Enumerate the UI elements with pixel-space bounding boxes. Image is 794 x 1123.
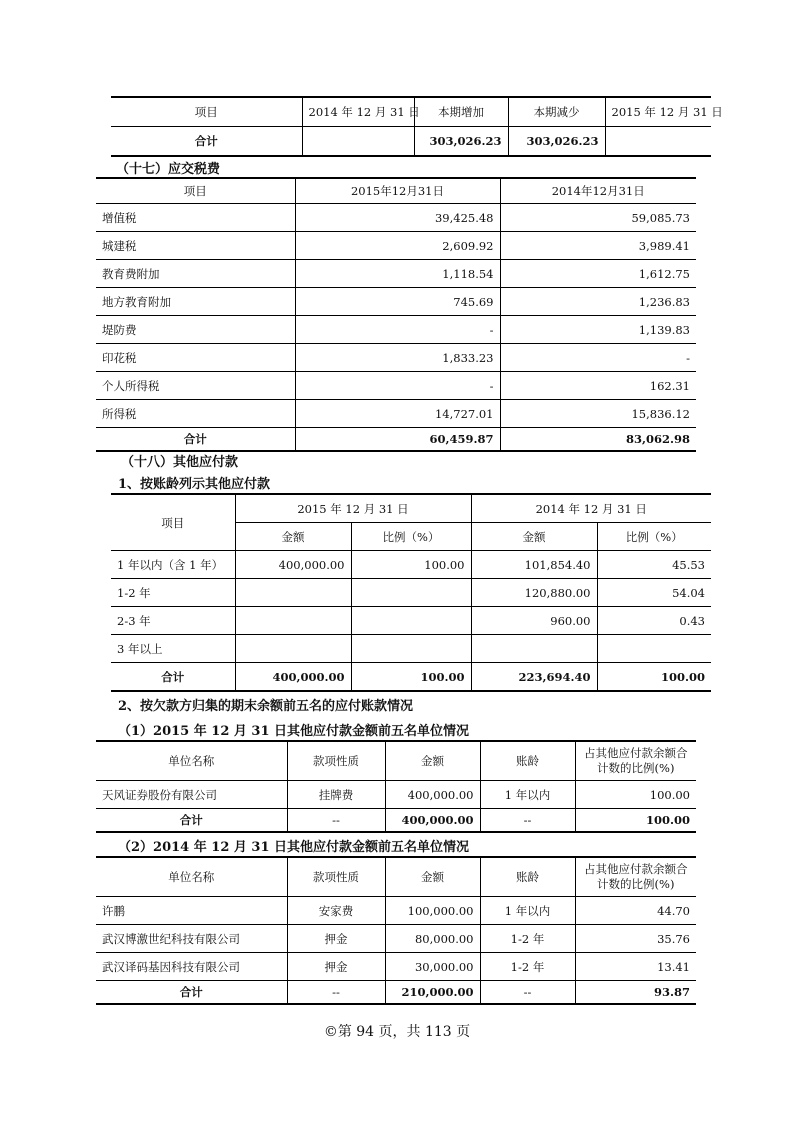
- row-nature: 挂牌费: [287, 781, 385, 809]
- row-item: 个人所得税: [96, 372, 295, 400]
- row-ratio: 44.70: [575, 897, 696, 925]
- total-decrease: 303,026.23: [508, 127, 605, 157]
- header-item: 项目: [111, 494, 235, 551]
- total-2015: 60,459.87: [295, 428, 500, 452]
- section-title-taxes: （十七）应交税费: [116, 162, 221, 177]
- header-unit-name: 单位名称: [96, 857, 287, 897]
- row-unit-name: 许鹏: [96, 897, 287, 925]
- row-2015: 1,118.54: [295, 260, 500, 288]
- row-item: 增值税: [96, 204, 295, 232]
- row-2014: 1,236.83: [500, 288, 696, 316]
- row-ratio-2014: [597, 635, 711, 663]
- row-nature: 押金: [287, 925, 385, 953]
- table-header-row: [111, 494, 711, 523]
- row-item: 1-2 年: [111, 579, 235, 607]
- row-age: 1 年以内: [480, 781, 575, 809]
- row-nature: 押金: [287, 953, 385, 981]
- row-item: 2-3 年: [111, 607, 235, 635]
- table-header-row: [96, 178, 696, 204]
- table-row: [96, 288, 696, 316]
- header-2014: 2014 年 12 月 31 日: [302, 97, 414, 127]
- row-item: 印花税: [96, 344, 295, 372]
- header-age: 账龄: [480, 857, 575, 897]
- total-age: --: [480, 809, 575, 833]
- row-amount-2014: 960.00: [471, 607, 597, 635]
- row-amount: 80,000.00: [385, 925, 480, 953]
- subsection-title-top5-2014: （2）2014 年 12 月 31 日其他应付款金额前五名单位情况: [118, 840, 470, 855]
- row-2015: 1,833.23: [295, 344, 500, 372]
- row-2014: -: [500, 344, 696, 372]
- total-label: 合计: [111, 127, 302, 157]
- row-2015: 14,727.01: [295, 400, 500, 428]
- total-amount-2015: 400,000.00: [235, 663, 351, 692]
- header-item: 项目: [96, 178, 295, 204]
- total-label: 合计: [111, 663, 235, 692]
- top5-2014-table: [96, 856, 696, 1005]
- total-ratio-2015: 100.00: [351, 663, 471, 692]
- row-unit-name: 武汉译码基因科技有限公司: [96, 953, 287, 981]
- header-nature: 款项性质: [287, 741, 385, 781]
- row-2015: -: [295, 372, 500, 400]
- total-label: 合计: [96, 428, 295, 452]
- row-item: 3 年以上: [111, 635, 235, 663]
- header-ratio: 占其他应付款余额合计数的比例(%): [575, 857, 696, 897]
- row-amount-2015: [235, 607, 351, 635]
- total-increase: 303,026.23: [414, 127, 508, 157]
- total-amount: 210,000.00: [385, 981, 480, 1005]
- header-period-2014: 2014 年 12 月 31 日: [471, 494, 711, 523]
- row-amount-2014: 120,880.00: [471, 579, 597, 607]
- row-ratio-2015: [351, 635, 471, 663]
- table-row: [96, 953, 696, 981]
- row-2014: 59,085.73: [500, 204, 696, 232]
- page-footer: ©第 94 页，共 113 页: [323, 1024, 471, 1040]
- header-amount-2015: 金额: [235, 523, 351, 551]
- table-row: [96, 260, 696, 288]
- header-age: 账龄: [480, 741, 575, 781]
- row-ratio-2014: 0.43: [597, 607, 711, 635]
- table-header-row: [96, 857, 696, 897]
- row-amount-2014: 101,854.40: [471, 551, 597, 579]
- row-item: 堤防费: [96, 316, 295, 344]
- row-ratio-2014: 45.53: [597, 551, 711, 579]
- row-2015: 39,425.48: [295, 204, 500, 232]
- table-row: [96, 232, 696, 260]
- row-amount: 100,000.00: [385, 897, 480, 925]
- total-amount-2014: 223,694.40: [471, 663, 597, 692]
- total-age: --: [480, 981, 575, 1005]
- row-item: 城建税: [96, 232, 295, 260]
- header-ratio-2014: 比例（%）: [597, 523, 711, 551]
- row-2014: 1,139.83: [500, 316, 696, 344]
- row-age: 1-2 年: [480, 953, 575, 981]
- header-2014: 2014年12月31日: [500, 178, 696, 204]
- row-ratio-2014: 54.04: [597, 579, 711, 607]
- header-unit-name: 单位名称: [96, 741, 287, 781]
- total-2015: [605, 127, 711, 157]
- row-age: 1 年以内: [480, 897, 575, 925]
- total-nature: --: [287, 981, 385, 1005]
- row-ratio: 35.76: [575, 925, 696, 953]
- aging-table: [111, 493, 711, 692]
- row-2014: 162.31: [500, 372, 696, 400]
- row-amount-2015: [235, 579, 351, 607]
- top5-2015-table: [96, 740, 696, 833]
- total-nature: --: [287, 809, 385, 833]
- table-total-row: [111, 663, 711, 692]
- table-row: [96, 204, 696, 232]
- total-2014: 83,062.98: [500, 428, 696, 452]
- header-nature: 款项性质: [287, 857, 385, 897]
- row-2014: 15,836.12: [500, 400, 696, 428]
- row-2015: -: [295, 316, 500, 344]
- table-row: [96, 344, 696, 372]
- row-ratio-2015: [351, 607, 471, 635]
- row-item: 教育费附加: [96, 260, 295, 288]
- table-total-row: [111, 127, 711, 157]
- header-period-2015: 2015 年 12 月 31 日: [235, 494, 471, 523]
- table-row: [96, 372, 696, 400]
- header-amount-2014: 金额: [471, 523, 597, 551]
- row-2014: 3,989.41: [500, 232, 696, 260]
- table-row: [111, 635, 711, 663]
- total-label: 合计: [96, 809, 287, 833]
- table-continued: [111, 96, 723, 157]
- table-row: [96, 400, 696, 428]
- row-unit-name: 武汉博激世纪科技有限公司: [96, 925, 287, 953]
- row-2015: 745.69: [295, 288, 500, 316]
- section-title-other-payables: （十八）其他应付款: [121, 455, 239, 470]
- header-amount: 金额: [385, 741, 480, 781]
- table-row: [111, 579, 711, 607]
- total-2014: [302, 127, 414, 157]
- total-ratio: 93.87: [575, 981, 696, 1005]
- row-amount: 30,000.00: [385, 953, 480, 981]
- header-increase: 本期增加: [414, 97, 508, 127]
- table-total-row: [96, 809, 696, 833]
- total-ratio: 100.00: [575, 809, 696, 833]
- header-2015: 2015年12月31日: [295, 178, 500, 204]
- row-ratio: 100.00: [575, 781, 696, 809]
- subsection-title-top5: 2、按欠款方归集的期末余额前五名的应付账款情况: [118, 699, 414, 714]
- row-amount: 400,000.00: [385, 781, 480, 809]
- table-total-row: [96, 981, 696, 1005]
- row-amount-2015: 400,000.00: [235, 551, 351, 579]
- row-item: 地方教育附加: [96, 288, 295, 316]
- row-ratio-2015: [351, 579, 471, 607]
- table-row: [96, 925, 696, 953]
- tax-payable-table: [96, 177, 696, 452]
- row-item: 所得税: [96, 400, 295, 428]
- total-label: 合计: [96, 981, 287, 1005]
- total-ratio-2014: 100.00: [597, 663, 711, 692]
- table-row: [111, 551, 711, 579]
- row-ratio-2015: 100.00: [351, 551, 471, 579]
- row-2015: 2,609.92: [295, 232, 500, 260]
- table-header-row: [96, 741, 696, 781]
- row-2014: 1,612.75: [500, 260, 696, 288]
- header-2015: 2015 年 12 月 31 日: [605, 97, 711, 127]
- subsection-title-top5-2015: （1）2015 年 12 月 31 日其他应付款金额前五名单位情况: [118, 724, 470, 739]
- header-item: 项目: [111, 97, 302, 127]
- header-amount: 金额: [385, 857, 480, 897]
- table-row: [96, 897, 696, 925]
- row-amount-2015: [235, 635, 351, 663]
- table-row: [96, 316, 696, 344]
- table-row: [96, 781, 696, 809]
- row-age: 1-2 年: [480, 925, 575, 953]
- row-amount-2014: [471, 635, 597, 663]
- header-decrease: 本期减少: [508, 97, 605, 127]
- subsection-title-aging: 1、按账龄列示其他应付款: [118, 477, 271, 492]
- row-ratio: 13.41: [575, 953, 696, 981]
- table-row: [111, 607, 711, 635]
- table-header-row: [111, 97, 711, 127]
- header-ratio: 占其他应付款余额合计数的比例(%): [575, 741, 696, 781]
- total-amount: 400,000.00: [385, 809, 480, 833]
- row-unit-name: 天风证券股份有限公司: [96, 781, 287, 809]
- row-item: 1 年以内（含 1 年）: [111, 551, 235, 579]
- header-ratio-2015: 比例（%）: [351, 523, 471, 551]
- table-total-row: [96, 428, 696, 452]
- row-nature: 安家费: [287, 897, 385, 925]
